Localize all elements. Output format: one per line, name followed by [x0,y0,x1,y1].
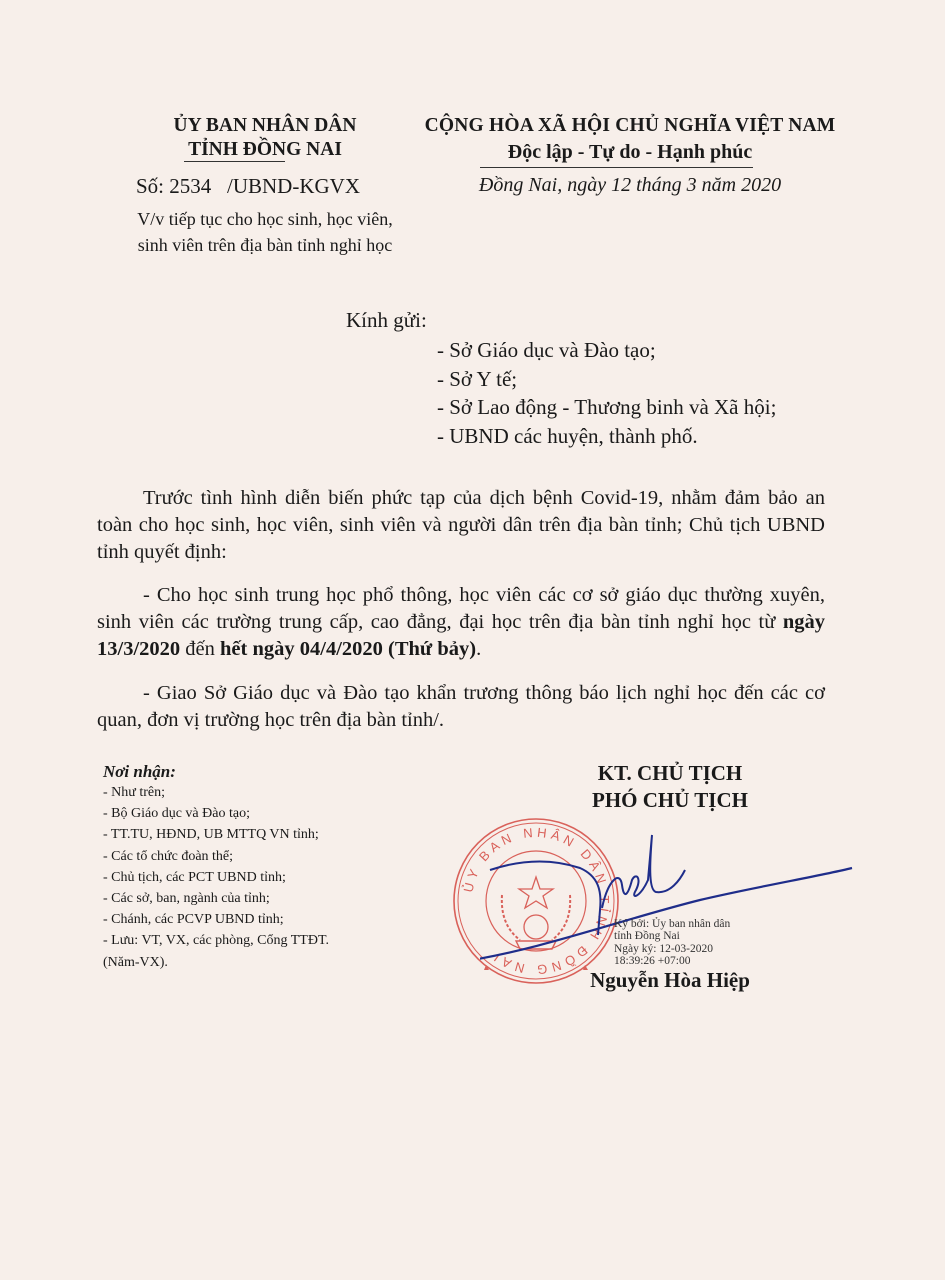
distribution-item: - TT.TU, HĐND, UB MTTQ VN tỉnh; [103,827,319,843]
signatory-title-line1: KT. CHỦ TỊCH [597,761,743,785]
issuing-authority-block [100,114,430,255]
distribution-item: - Như trên; [103,785,166,800]
para2-text-end: . [476,638,482,660]
org-name-line1: ỦY BAN NHÂN DÂN [173,115,357,136]
distribution-item: - Các tổ chức đoàn thể; [103,848,234,864]
national-header-block [400,114,860,197]
para3-text: - Giao Sở Giáo dục và Đào tạo khẩn trương thông báo lịch nghỉ học đến các cơ quan, đơn vị trường học trên địa bàn tỉnh/. [97,682,825,731]
org-name-line2 [100,138,430,162]
digital-signature-info [614,918,730,967]
distribution-item: (Năm-VX). [103,954,168,970]
distribution-title: Nơi nhận: [103,762,176,781]
subject-line2: sinh viên trên địa bàn tỉnh nghỉ học [137,235,393,255]
seal-text: ỦY BAN NHÂN DÂN TỈNH ĐỒNG NAI [460,824,613,978]
addressee-item: - Sở Y tế; [437,366,518,391]
motto-text: Độc lập - Tự do - Hạnh phúc [507,141,753,163]
esign-org: tỉnh Đồng Nai [614,930,680,943]
national-motto [400,138,860,166]
esign-date: Ngày ký: 12-03-2020 [614,942,714,955]
addressees-list [437,336,776,450]
addressee-item: - Sở Lao động - Thương binh và Xã hội; [437,395,777,419]
para2-text-mid: đến [180,638,221,660]
motto-underline [480,167,753,168]
para2-text-start: - Cho học sinh trung học phổ thông, học viên các cơ sở giáo dục thường xuyên, sinh viên các trường trung cấp, cao đẳng, đại học trên địa bàn tỉnh nghỉ học từ [97,584,825,633]
body-paragraph-3 [97,680,825,734]
addressee-item: - Sở Giáo dục và Đào tạo; [437,338,656,362]
start-date: ngày 13/3/2020 [97,611,825,660]
distribution-item: - Chủ tịch, các PCT UBND tỉnh; [103,869,286,885]
org-underline [184,161,285,162]
org-name-line2-text: TỈNH ĐỒNG NAI [188,139,342,160]
signatory-title [470,760,870,814]
nation-title: CỘNG HÒA XÃ HỘI CHỦ NGHĨA VIỆT NAM [424,115,836,136]
distribution-item: - Bộ Giáo dục và Đào tạo; [103,806,250,822]
addressee-item: - UBND các huyện, thành phố. [437,423,698,448]
esign-signed-by: Ký bởi: Ủy ban nhân dân [614,918,731,930]
distribution-item: - Chánh, các PCVP UBND tỉnh; [103,912,284,928]
esign-time: 18:39:26 +07:00 [614,954,691,967]
distribution-item: - Lưu: VT, VX, các phòng, Cổng TTĐT. [103,933,329,949]
addressees-label: Kính gửi: [346,308,427,332]
document-subject [100,206,430,258]
document-number: Số: 2534 /UBND-KGVX [136,174,361,198]
end-date: hết ngày 04/4/2020 (Thứ bảy) [220,638,477,660]
subject-line1: V/v tiếp tục cho học sinh, học viên, [137,209,393,229]
body-paragraph-2 [97,582,825,663]
distribution-list [103,762,433,973]
body-paragraph-1 [97,485,825,566]
para1-text: Trước tình hình diễn biến phức tạp của dịch bệnh Covid-19, nhằm đảm bảo an toàn cho học sinh, học viên, sinh viên và người dân trên địa bàn tỉnh; Chủ tịch UBND tỉnh quyết định: [97,487,825,563]
distribution-item: - Các sở, ban, ngành của tỉnh; [103,891,270,907]
signatory-title-line2: PHÓ CHỦ TỊCH [592,788,748,812]
place-date: Đồng Nai, ngày 12 tháng 3 năm 2020 [478,174,782,196]
signer-name: Nguyễn Hòa Hiệp [590,968,750,992]
